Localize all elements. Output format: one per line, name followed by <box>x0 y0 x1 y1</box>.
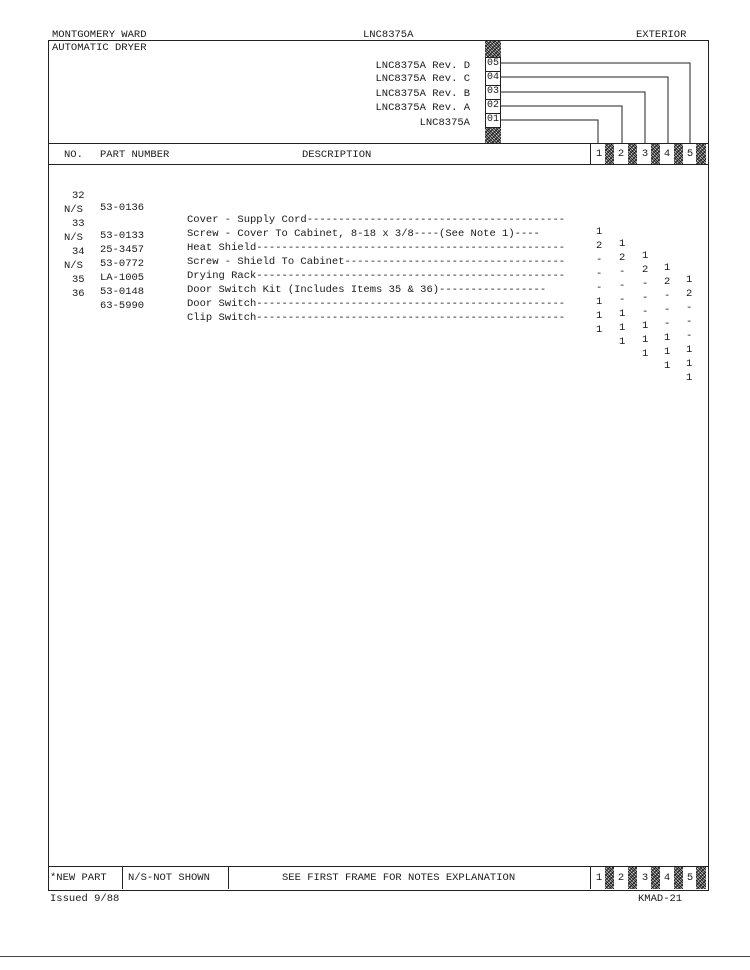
qty-rev-5: 1 <box>686 344 693 356</box>
revision-label: LNC8375A <box>419 117 470 129</box>
rev-column-header <box>590 144 707 164</box>
qty-rev-3: - <box>642 278 649 290</box>
parts-table <box>0 178 750 384</box>
rev-col-2: 2 <box>617 872 625 884</box>
part-description: Door Switch Kit (Includes Items 35 & 36)----------------- <box>187 284 547 296</box>
rev-col-separator <box>651 867 660 889</box>
qty-rev-4: - <box>664 290 671 302</box>
qty-rev-2: 1 <box>619 238 626 250</box>
item-no: 33 <box>72 218 85 230</box>
qty-rev-4: 1 <box>664 262 671 274</box>
footer-divider-2 <box>228 866 229 889</box>
rev-col-separator <box>674 867 683 889</box>
item-no: 35 <box>72 274 85 286</box>
rev-column-footer <box>590 867 707 889</box>
revision-label: LNC8375A Rev. B <box>375 88 470 100</box>
page-code: KMAD-21 <box>638 893 683 905</box>
item-no: N/S <box>64 260 83 272</box>
part-number: 53-0136 <box>100 202 145 214</box>
part-description: Screw - Shield To Cabinet----------------------------------- <box>187 256 566 268</box>
part-description: Heat Shield------------------------------------------------- <box>187 242 566 254</box>
revision-label: LNC8375A Rev. A <box>375 102 470 114</box>
item-no: 32 <box>72 190 85 202</box>
qty-rev-3: - <box>642 292 649 304</box>
qty-rev-1: 1 <box>596 296 603 308</box>
rev-col-5: 5 <box>686 872 694 884</box>
rev-col-separator <box>628 144 637 164</box>
qty-rev-4: - <box>664 318 671 330</box>
revision-label: LNC8375A Rev. C <box>375 73 470 85</box>
rev-col-separator <box>696 867 706 889</box>
qty-rev-5: - <box>686 302 693 314</box>
qty-rev-1: 2 <box>596 240 603 252</box>
column-header-no: NO. <box>64 149 83 161</box>
qty-rev-1: - <box>596 282 603 294</box>
qty-rev-5: 1 <box>686 274 693 286</box>
brand-name: MONTGOMERY WARD <box>52 29 147 41</box>
revision-label: LNC8375A Rev. D <box>375 60 470 72</box>
qty-rev-2: - <box>619 294 626 306</box>
notes-explanation: SEE FIRST FRAME FOR NOTES EXPLANATION <box>282 872 516 884</box>
qty-rev-4: 1 <box>664 346 671 358</box>
issued-date: Issued 9/88 <box>50 893 120 905</box>
qty-rev-3: 1 <box>642 320 649 332</box>
qty-rev-4: 2 <box>664 276 671 288</box>
qty-rev-4: 1 <box>664 332 671 344</box>
qty-rev-2: - <box>619 266 626 278</box>
qty-rev-1: 1 <box>596 324 603 336</box>
part-description: Clip Switch------------------------------------------------- <box>187 312 566 324</box>
part-number: LA-1005 <box>100 272 145 284</box>
part-number: 25-3457 <box>100 244 145 256</box>
qty-rev-3: 1 <box>642 334 649 346</box>
not-shown-legend: N/S-NOT SHOWN <box>128 872 210 884</box>
qty-rev-3: - <box>642 306 649 318</box>
qty-rev-1: - <box>596 268 603 280</box>
item-no: N/S <box>64 232 83 244</box>
qty-rev-1: 1 <box>596 226 603 238</box>
item-no: 36 <box>72 288 85 300</box>
column-header-part-number: PART NUMBER <box>100 149 170 161</box>
part-number: 53-0133 <box>100 230 145 242</box>
rev-col-5: 5 <box>686 148 694 160</box>
rev-col-3: 3 <box>641 148 649 160</box>
qty-rev-4: - <box>664 304 671 316</box>
rev-col-separator <box>674 144 683 164</box>
qty-rev-2: 1 <box>619 308 626 320</box>
part-description: Screw - Cover To Cabinet, 8-18 x 3/8----(See Note 1)---- <box>187 228 540 240</box>
scan-edge-line <box>0 956 750 957</box>
rev-col-separator <box>605 867 614 889</box>
product-title: AUTOMATIC DRYER <box>52 42 147 54</box>
new-part-legend: *NEW PART <box>50 872 107 884</box>
footer-divider-1 <box>122 866 123 889</box>
section-name: EXTERIOR <box>636 29 687 41</box>
revision-code: 05 <box>485 57 501 72</box>
rev-col-separator <box>605 144 614 164</box>
item-no: N/S <box>64 204 83 216</box>
model-number: LNC8375A <box>363 29 414 41</box>
revision-code: 02 <box>485 99 501 114</box>
part-description: Drying Rack------------------------------------------------- <box>187 270 566 282</box>
part-number: 63-5990 <box>100 300 145 312</box>
qty-rev-1: - <box>596 254 603 266</box>
qty-rev-2: 2 <box>619 252 626 264</box>
qty-rev-5: - <box>686 316 693 328</box>
revision-code: 04 <box>485 71 501 86</box>
qty-rev-3: 2 <box>642 264 649 276</box>
rev-col-4: 4 <box>663 148 671 160</box>
part-description: Door Switch------------------------------------------------- <box>187 298 566 310</box>
rev-col-3: 3 <box>641 872 649 884</box>
rev-col-separator <box>628 867 637 889</box>
column-header-description: DESCRIPTION <box>302 149 372 161</box>
rev-col-separator <box>696 144 706 164</box>
qty-rev-4: 1 <box>664 360 671 372</box>
qty-rev-5: - <box>686 330 693 342</box>
part-number: 53-0148 <box>100 286 145 298</box>
qty-rev-5: 1 <box>686 358 693 370</box>
revision-code: 01 <box>485 113 501 128</box>
rev-col-4: 4 <box>663 872 671 884</box>
qty-rev-3: 1 <box>642 250 649 262</box>
rev-col-1: 1 <box>595 872 603 884</box>
revision-code: 03 <box>485 85 501 100</box>
rev-col-1: 1 <box>595 148 603 160</box>
part-description: Cover - Supply Cord----------------------------------------- <box>187 214 566 226</box>
qty-rev-5: 2 <box>686 288 693 300</box>
qty-rev-2: 1 <box>619 336 626 348</box>
qty-rev-5: 1 <box>686 372 693 384</box>
item-no: 34 <box>72 246 85 258</box>
rev-col-separator <box>651 144 660 164</box>
rev-col-2: 2 <box>617 148 625 160</box>
qty-rev-2: - <box>619 280 626 292</box>
part-number: 53-0772 <box>100 258 145 270</box>
qty-rev-3: 1 <box>642 348 649 360</box>
qty-rev-1: 1 <box>596 310 603 322</box>
qty-rev-2: 1 <box>619 322 626 334</box>
